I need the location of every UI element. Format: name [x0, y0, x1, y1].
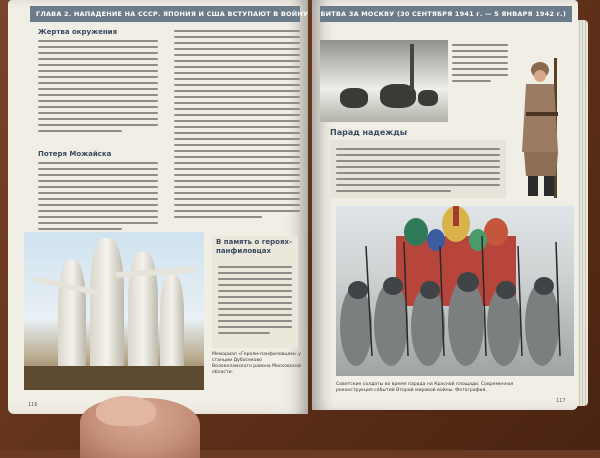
- open-book: [8, 0, 586, 414]
- memorial-info-box: [212, 236, 298, 348]
- text-column-2: [174, 30, 300, 222]
- parade-text: [336, 148, 500, 196]
- page-number-right: 117: [556, 398, 566, 404]
- thumb: [96, 396, 156, 426]
- memorial-photo: [24, 232, 204, 390]
- memorial-info-title: В память о героях-панфиловцах: [216, 238, 292, 255]
- winter-photo-caption: [452, 44, 508, 86]
- winter-battle-photo: [320, 40, 448, 122]
- parade-photo: [336, 206, 574, 376]
- text-column-1a: [38, 40, 158, 136]
- memorial-caption: Мемориал «Героям-панфиловцам» у станции Дубосеково Волоколамского района Московской области.: [212, 352, 301, 375]
- section-title-victim: Жертва окружения: [38, 28, 118, 36]
- left-page: [8, 0, 308, 414]
- memorial-info-text: [218, 266, 292, 338]
- left-page-header: ГЛАВА 2. НАПАДЕНИЕ НА СССР. ЯПОНИЯ И США ВСТУПАЮТ В ВОЙНУ: [30, 6, 300, 22]
- parade-title: Парад надежды: [330, 128, 407, 137]
- right-page: [312, 0, 578, 410]
- parade-text-box: [330, 140, 506, 198]
- text-column-1b: [38, 162, 158, 234]
- page-number-left: 116: [28, 402, 38, 408]
- parade-caption: Советские солдаты во время парада на Красной площади. Современная реконструкция событий Второй мировой войны. Фотография.: [336, 382, 514, 393]
- soldier-illustration: [512, 52, 574, 202]
- section-title-mozhaisk: Потеря Можайска: [38, 150, 112, 158]
- right-page-header: БИТВА ЗА МОСКВУ (30 СЕНТЯБРЯ 1941 г. — 5 ЯНВАРЯ 1942 г.): [320, 6, 572, 22]
